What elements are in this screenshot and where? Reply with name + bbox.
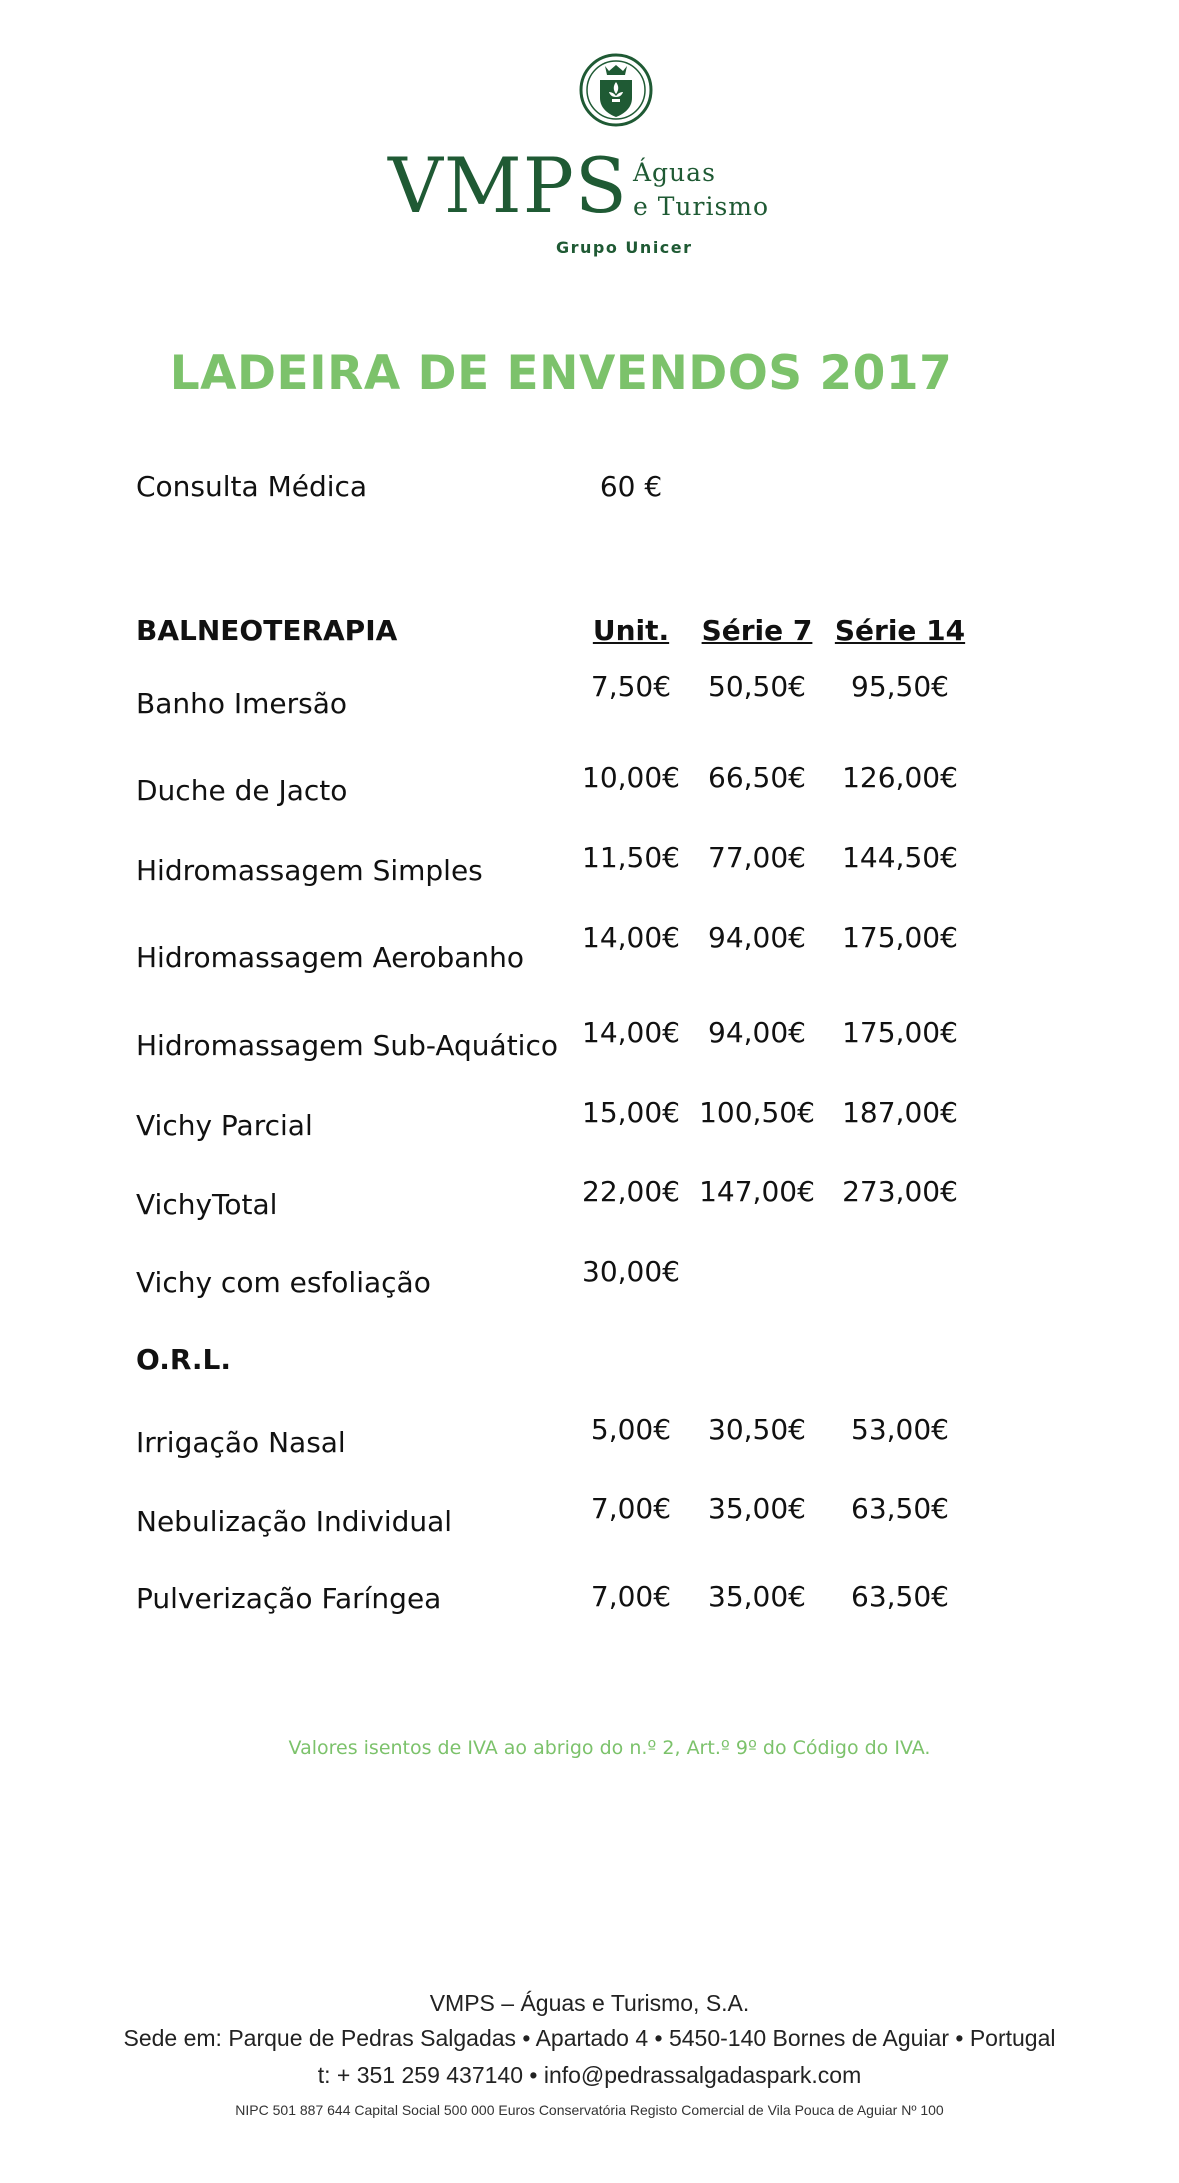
price-serie-7: 77,00€ (708, 841, 806, 874)
price-unit: 5,00€ (590, 1413, 672, 1446)
footer-company-name: VMPS – Águas e Turismo, S.A. (429, 1990, 750, 2016)
footer-legal-info: NIPC 501 887 644 Capital Social 500 000 Euros Conservatória Registo Comercial de Vila Pouca de Aguiar Nº 100 (235, 2102, 944, 2118)
price-unit: 22,00€ (582, 1175, 680, 1208)
price-serie-14: 144,50€ (842, 841, 958, 874)
price-serie-7: 50,50€ (708, 670, 806, 703)
consultation-label: Consulta Médica (136, 470, 368, 503)
price-row-label: Duche de Jacto (136, 774, 348, 807)
page-title: LADEIRA DE ENVENDOS 2017 (169, 346, 953, 401)
price-row-label: Hidromassagem Sub-Aquático (136, 1029, 558, 1062)
price-serie-14: 273,00€ (842, 1175, 958, 1208)
price-row-label: Hidromassagem Aerobanho (136, 941, 525, 974)
price-row-label: Pulverização Faríngea (136, 1582, 442, 1615)
price-serie-14: 63,50€ (851, 1492, 949, 1525)
price-serie-14: 175,00€ (842, 1016, 958, 1049)
price-unit: 30,00€ (582, 1255, 680, 1288)
price-unit: 7,50€ (590, 670, 672, 703)
price-serie-7: 100,50€ (699, 1096, 815, 1129)
logo-tagline (633, 156, 769, 224)
price-row-label: Banho Imersão (136, 687, 348, 720)
price-serie-7: 94,00€ (708, 921, 806, 954)
vat-exemption-note: Valores isentos de IVA ao abrigo do n.º 2, Art.º 9º do Código do IVA. (288, 1737, 931, 1759)
price-serie-7: 35,00€ (708, 1580, 806, 1613)
price-row-label: VichyTotal (136, 1188, 278, 1221)
price-row-label: Vichy Parcial (136, 1109, 313, 1142)
column-header-unit: Unit. (592, 614, 670, 647)
footer-contact: t: + 351 259 437140 • info@pedrassalgadaspark.com (317, 2062, 862, 2088)
section-title-balneoterapia: BALNEOTERAPIA (136, 614, 398, 647)
price-row-label: Irrigação Nasal (136, 1426, 346, 1459)
price-serie-7: 35,00€ (708, 1492, 806, 1525)
price-serie-14: 63,50€ (851, 1580, 949, 1613)
price-unit: 7,00€ (590, 1580, 672, 1613)
price-serie-14: 53,00€ (851, 1413, 949, 1446)
price-serie-14: 126,00€ (842, 761, 958, 794)
logo-wordmark: VMPS (388, 141, 628, 230)
price-row-label: Nebulização Individual (136, 1505, 453, 1538)
consultation-price: 60 € (599, 470, 663, 503)
price-unit: 7,00€ (590, 1492, 672, 1525)
price-serie-14: 187,00€ (842, 1096, 958, 1129)
price-serie-7: 147,00€ (699, 1175, 815, 1208)
price-unit: 14,00€ (582, 921, 680, 954)
logo-tagline-line2: e Turismo (633, 192, 770, 221)
fleur-de-lis-crest-icon (578, 52, 654, 128)
section-title-orl: O.R.L. (136, 1343, 232, 1376)
column-header-serie-7: Série 7 (701, 614, 813, 647)
logo-tagline-line1: Águas (633, 158, 716, 187)
price-row-label: Hidromassagem Simples (136, 854, 483, 887)
price-unit: 11,50€ (582, 841, 680, 874)
price-serie-7: 30,50€ (708, 1413, 806, 1446)
price-serie-7: 94,00€ (708, 1016, 806, 1049)
footer-address: Sede em: Parque de Pedras Salgadas • Apartado 4 • 5450-140 Bornes de Aguiar • Portugal (123, 2025, 1056, 2051)
price-serie-14: 175,00€ (842, 921, 958, 954)
price-serie-14: 95,50€ (851, 670, 949, 703)
price-serie-7: 66,50€ (708, 761, 806, 794)
column-header-serie-14: Série 14 (834, 614, 966, 647)
price-unit: 15,00€ (582, 1096, 680, 1129)
price-unit: 14,00€ (582, 1016, 680, 1049)
price-row-label: Vichy com esfoliação (136, 1266, 431, 1299)
logo-group-name: Grupo Unicer (556, 238, 693, 257)
price-unit: 10,00€ (582, 761, 680, 794)
